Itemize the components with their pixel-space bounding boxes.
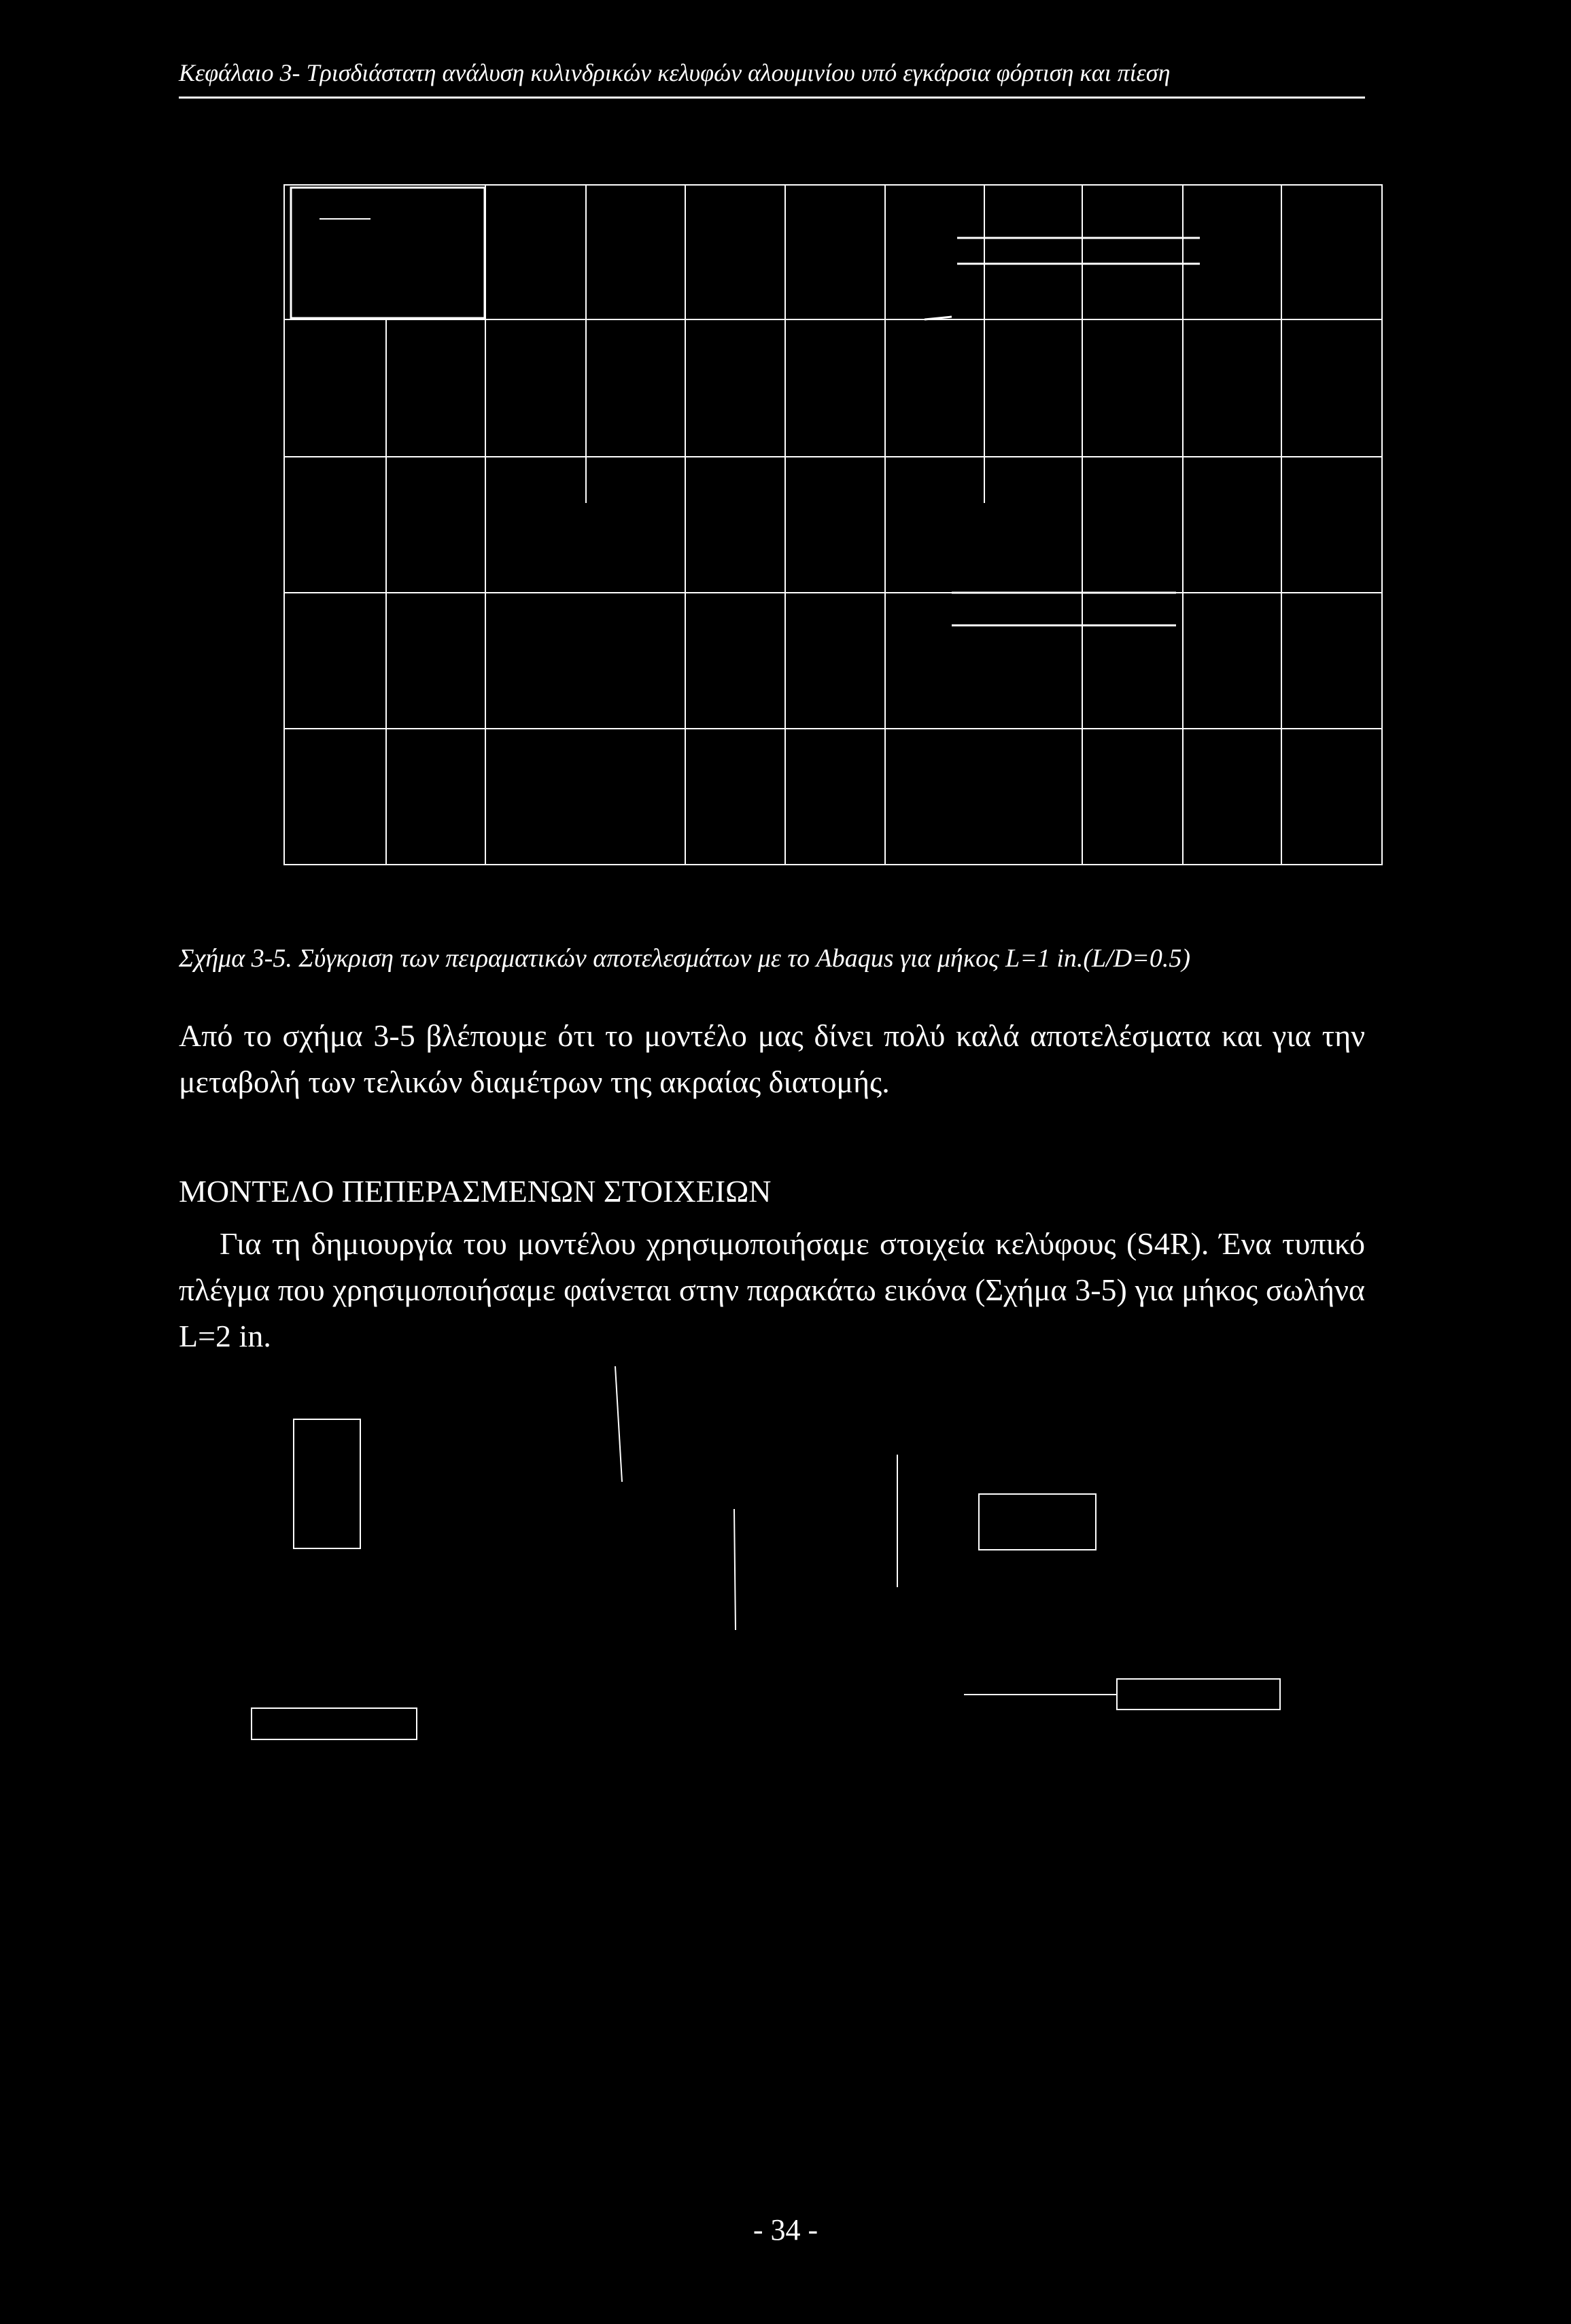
page-number: - 34 -	[753, 2213, 818, 2247]
running-header: Κεφάλαιο 3- Τρισδιάστατη ανάλυση κυλινδρικών κελυφών αλουμινίου υπό εγκάρσια φόρτιση και πίεση	[179, 59, 1171, 86]
mesh-fragment	[294, 1419, 360, 1548]
plot-frame	[284, 185, 1382, 865]
mesh-fragment	[734, 1509, 736, 1630]
section-heading: ΜΟΝΤΕΛΟ ΠΕΠΕΡΑΣΜΕΝΩΝ ΣΤΟΙΧΕΙΩΝ	[179, 1174, 772, 1209]
figure-mesh	[0, 1325, 1571, 1801]
legend-box	[291, 188, 485, 318]
mesh-fragment	[252, 1708, 417, 1739]
mesh-fragment	[1117, 1679, 1280, 1710]
figure-caption: Σχήμα 3-5. Σύγκριση των πειραματικών αποτελεσμάτων με το Abaqus για μήκος L=1 in.(L/D=0.5)	[179, 944, 1190, 973]
mesh-fragment	[979, 1494, 1096, 1550]
paragraph-mesh: Για τη δημιουργία του μοντέλου χρησιμοποιήσαμε στοιχεία κελύφους (S4R). Ένα τυπικό πλέγμα που χρησιμοποιήσαμε φαίνεται στην παρακάτω εικόνα (Σχήμα 3-5) για μήκος σωλήνα L=2 in.	[179, 1226, 1365, 1353]
figure-top-chart	[0, 0, 1571, 911]
mesh-fragment	[615, 1366, 622, 1482]
paragraph-results: Από το σχήμα 3-5 βλέπουμε ότι το μοντέλο μας δίνει πολύ καλά αποτελέσματα και για την μεταβολή των τελικών διαμέτρων της ακραίας διατομής.	[179, 1018, 1365, 1099]
